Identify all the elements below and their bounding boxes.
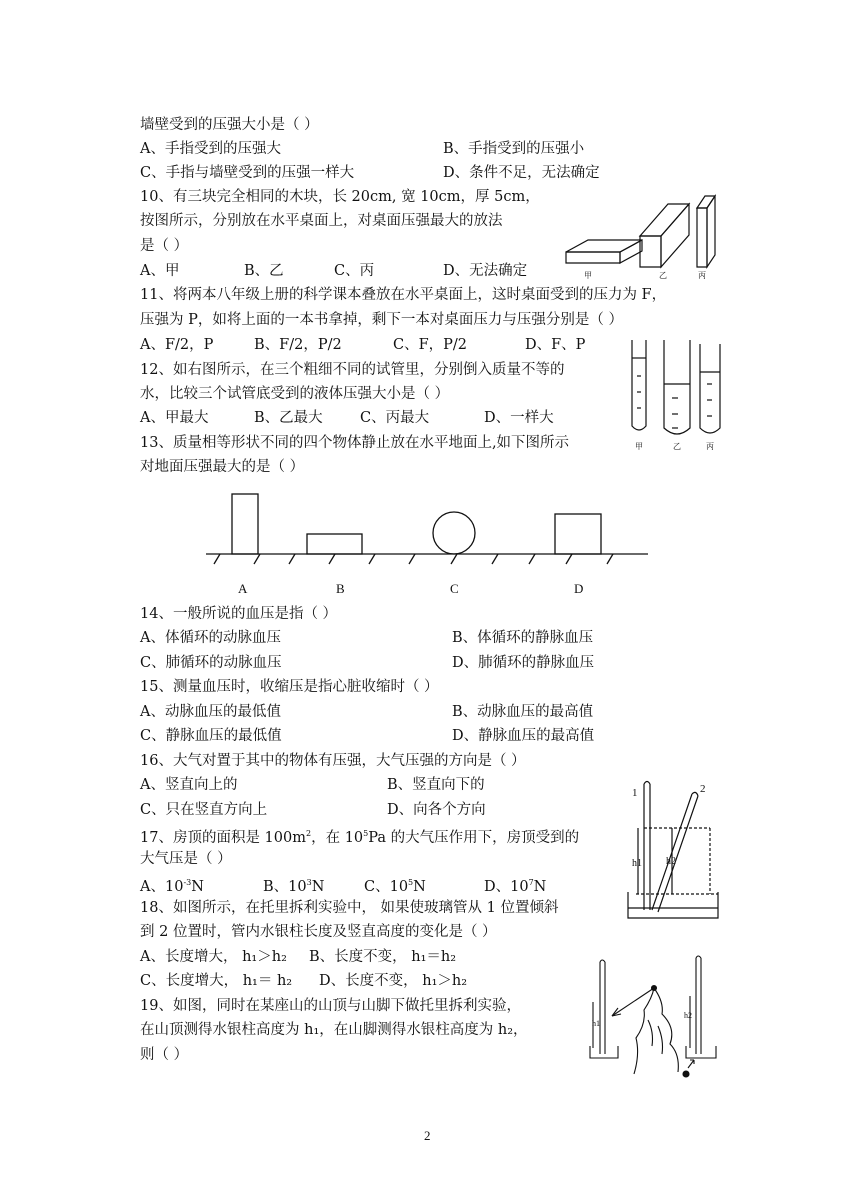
block-side xyxy=(640,204,689,267)
q10-line1: 10、有三块完全相同的木块，长 20cm, 宽 10cm，厚 5cm， xyxy=(140,189,540,205)
q11-line2: 压强为 P，如将上面的一本书拿掉，剩下一本对桌面压力与压强分别是（ ） xyxy=(140,312,623,328)
q9-option-d: D、条件不足，无法确定 xyxy=(443,165,600,181)
q14-option-c: C、肺循环的动脉血压 xyxy=(140,655,282,671)
q9-option-a: A、手指受到的压强大 xyxy=(140,141,281,157)
q11-option-d: D、F、P xyxy=(525,337,586,353)
q18-line1: 18、如图所示，在托里拆利实验中， 如果使玻璃管从 1 位置倾斜 xyxy=(140,900,559,916)
q9-option-c: C、手指与墙壁受到的压强一样大 xyxy=(140,165,355,181)
q11-option-b: B、F/2，P/2 xyxy=(254,337,342,353)
q18-torricelli-figure xyxy=(622,774,732,922)
q15-option-c: C、静脉血压的最低值 xyxy=(140,728,282,744)
object-a-tall-block xyxy=(232,494,258,554)
q10-fig-label-jia: 甲 xyxy=(584,271,592,280)
q16-option-a: A、竖直向上的 xyxy=(140,777,238,793)
q13-line2: 对地面压强最大的是（ ） xyxy=(140,459,305,475)
q10-option-c: C、丙 xyxy=(334,263,375,279)
q17-option-d xyxy=(484,874,546,896)
q18-option-b: B、长度不变， h₁＝h₂ xyxy=(309,949,457,965)
q18-option-d: D、长度不变， h₁＞h₂ xyxy=(319,973,468,989)
q15-stem: 15、测量血压时，收缩压是指心脏收缩时（ ） xyxy=(140,679,439,695)
q17-option-d-unit: N xyxy=(533,878,547,895)
q17-line2: 大气压是（ ） xyxy=(140,851,232,867)
q18-fig-label-h1: h1 xyxy=(632,858,642,869)
q18-fig-label-h2: h2 xyxy=(666,856,676,867)
q10-line2: 按图所示，分别放在水平桌面上，对桌面压强最大的放法 xyxy=(140,213,503,229)
q13-objects-figure xyxy=(200,486,654,600)
q16-option-b: B、竖直向下的 xyxy=(387,777,485,793)
q17-pressure-exponent: 5 xyxy=(363,829,369,838)
q12-option-b: B、乙最大 xyxy=(254,410,323,426)
q12-option-a: A、甲最大 xyxy=(140,410,209,426)
q17-line1-part-c: Pa 的大气压作用下，房顶受到的 xyxy=(368,829,580,846)
q17-line1-part-a: 17、房顶的面积是 100m xyxy=(140,829,306,846)
q10-option-a: A、甲 xyxy=(140,263,180,279)
tube-vertical xyxy=(644,782,650,911)
q17-line1-part-b: ，在 10 xyxy=(311,829,364,846)
apparatus-mountain-foot xyxy=(686,956,716,1058)
q17-option-c-base: C、10 xyxy=(364,878,409,895)
q9-option-b: B、手指受到的压强小 xyxy=(443,141,585,157)
q12-test-tubes-figure xyxy=(626,336,728,454)
q15-option-d: D、静脉血压的最高值 xyxy=(452,728,595,744)
q17-option-b-unit: N xyxy=(311,878,325,895)
q10-fig-label-bing: 丙 xyxy=(698,271,706,280)
q19-fig-label-h2: h2 xyxy=(684,1011,692,1020)
q16-option-c: C、只在竖直方向上 xyxy=(140,802,268,818)
q15-option-a: A、动脉血压的最低值 xyxy=(140,704,281,720)
q17-option-b-exp: 3 xyxy=(306,878,312,887)
q19-line2: 在山顶测得水银柱高度为 h₁，在山脚测得水银柱高度为 h₂， xyxy=(140,1022,528,1038)
q19-line3: 则（ ） xyxy=(140,1047,189,1063)
block-upright xyxy=(697,196,715,267)
q12-fig-label-yi: 乙 xyxy=(673,442,681,451)
q17-option-a xyxy=(140,874,204,896)
q17-option-a-exp: -3 xyxy=(183,878,192,887)
mountain-detail xyxy=(648,1020,663,1054)
q18-option-c: C、长度增大， h₁＝ h₂ xyxy=(140,973,293,989)
q17-option-b-base: B、10 xyxy=(263,878,307,895)
apparatus-mountain-top xyxy=(590,960,618,1058)
q12-fig-label-bing: 丙 xyxy=(706,442,714,451)
q17-option-a-unit: N xyxy=(191,878,204,895)
peak-arrow xyxy=(612,988,654,1016)
object-d-cube xyxy=(555,514,601,554)
q11-option-c: C、F，P/2 xyxy=(393,337,468,353)
q10-option-d: D、无法确定 xyxy=(443,263,528,279)
q13-fig-label-c: C xyxy=(450,581,459,596)
q16-stem: 16、大气对置于其中的物体有压强，大气压强的方向是（ ） xyxy=(140,753,526,769)
q9-stem: 墙壁受到的压强大小是（ ） xyxy=(140,117,319,133)
q12-line1: 12、如右图所示，在三个粗细不同的试管里，分别倒入质量不等的 xyxy=(140,362,565,378)
tube-narrow xyxy=(632,340,646,430)
q17-option-c-unit: N xyxy=(413,878,426,895)
q10-line3: 是（ ） xyxy=(140,238,189,254)
q14-option-a: A、体循环的动脉血压 xyxy=(140,630,281,646)
q12-option-d: D、一样大 xyxy=(484,410,554,426)
q13-fig-label-a: A xyxy=(238,581,248,596)
q12-fig-label-jia: 甲 xyxy=(635,442,643,451)
tube-wide xyxy=(664,340,690,434)
q16-option-d: D、向各个方向 xyxy=(387,802,486,818)
foot-marker xyxy=(683,1071,689,1077)
q10-blocks-figure xyxy=(562,190,732,282)
ground-hatching xyxy=(214,554,613,564)
q17-option-d-base: D、10 xyxy=(484,878,529,895)
q17-option-c xyxy=(364,874,426,896)
page-number: 2 xyxy=(424,1128,431,1143)
q19-fig-label-h1: h1 xyxy=(592,1019,600,1028)
q14-option-d: D、肺循环的静脉血压 xyxy=(452,655,595,671)
q18-option-a: A、长度增大， h₁＞h₂ xyxy=(140,949,287,965)
q19-line1: 19、如图，同时在某座山的山顶与山脚下做托里拆利实验， xyxy=(140,998,521,1014)
q12-line2: 水，比较三个试管底受到的液体压强大小是（ ） xyxy=(140,386,450,402)
q17-line1 xyxy=(140,825,579,847)
q13-line1: 13、质量相等形状不同的四个物体静止放在水平地面上,如下图所示 xyxy=(140,435,570,451)
q10-fig-label-yi: 乙 xyxy=(659,271,667,280)
mercury-dish xyxy=(628,892,718,918)
q15-option-b: B、动脉血压的最高值 xyxy=(452,704,594,720)
q14-option-b: B、体循环的静脉血压 xyxy=(452,630,594,646)
mountain-outline xyxy=(634,988,678,1074)
q10-option-b: B、乙 xyxy=(244,263,284,279)
block-flat xyxy=(566,240,642,263)
q17-option-c-exp: 5 xyxy=(408,878,414,887)
q18-fig-label-2: 2 xyxy=(700,783,706,795)
q18-line2: 到 2 位置时，管内水银柱长度及竖直高度的变化是（ ） xyxy=(140,924,497,940)
q17-option-b xyxy=(263,874,324,896)
tube-medium xyxy=(700,344,720,433)
q13-fig-label-b: B xyxy=(336,581,345,596)
q19-mountain-figure xyxy=(582,954,722,1080)
q13-fig-label-d: D xyxy=(574,581,584,596)
q17-area-exponent: 2 xyxy=(306,829,312,838)
object-b-flat-block xyxy=(307,534,362,554)
q14-stem: 14、一般所说的血压是指（ ） xyxy=(140,606,338,622)
q17-option-a-base: A、10 xyxy=(140,878,184,895)
q11-line1: 11、将两本八年级上册的科学课本叠放在水平桌面上，这时桌面受到的压力为 F， xyxy=(140,287,667,303)
q11-option-a: A、F/2，P xyxy=(140,337,214,353)
q18-fig-label-1: 1 xyxy=(632,787,638,799)
q12-option-c: C、丙最大 xyxy=(360,410,430,426)
object-c-ball xyxy=(433,512,475,554)
q17-option-d-exp: 7 xyxy=(528,878,534,887)
